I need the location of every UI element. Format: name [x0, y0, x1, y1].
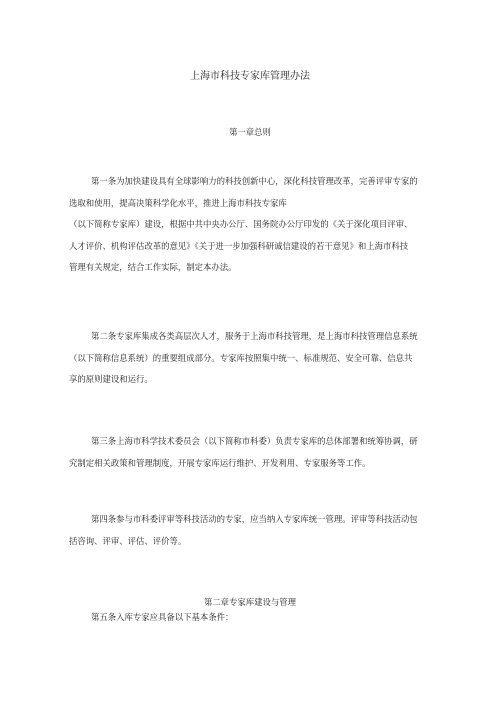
article-3-line-2: 究制定相关政策和管理制度，开展专家库运行维护、开发利用、专家服务等工作。 — [69, 457, 371, 468]
document-title: 上海市科技专家库管理办法 — [190, 71, 310, 82]
article-1-line-3: （以下简称专家库）建设，根据中共中央办公厅、国务院办公厅印发的《关于深化项目评审、 — [69, 219, 413, 229]
article-3 — [69, 431, 431, 474]
article-2-line-1: 第二条专家库集成各类高层次人才，服务于上海市科技管理，是上海市科技管理信息系统 — [91, 331, 418, 341]
article-1-line-5: 管理有关规定，结合工作实际，制定本办法。 — [69, 262, 237, 272]
article-2-line-3: 享的原则建设和运行。 — [69, 374, 153, 384]
article-3-line-1: 第三条上海市科学技术委员会（以下简称市科委）负责专家库的总体部署和统筹协调，研 — [91, 436, 418, 446]
article-1 — [69, 171, 431, 279]
chapter-2-heading: 第二章专家库建设与管理 — [203, 597, 297, 607]
article-2-line-2: （以下简称信息系统）的重要组成部分。专家库按照集中统一、标准规范、安全可靠、信息共 — [69, 352, 413, 363]
article-5: 第五条入库专家应具备以下基本条件： — [91, 612, 234, 622]
article-4 — [69, 509, 431, 552]
article-1-line-4: 人才评价、机构评估改革的意见》《关于进一步加强科研诚信建设的若干意见》和上海市科技 — [69, 240, 409, 251]
article-4-line-1: 第四条参与市科委评审等科技活动的专家，应当纳入专家库统一管理。评审等科技活动包 — [91, 514, 418, 524]
chapter-1-heading: 第一章总则 — [229, 127, 271, 137]
article-1-line-2: 选取和使用，提高决策科学化水平，推进上海市科技专家库 — [69, 197, 287, 208]
article-4-line-2: 括咨询、评审、评估、评价等。 — [69, 535, 187, 546]
article-1-line-1: 第一条为加快建设具有全球影响力的科技创新中心，深化科技管理改革，完善评审专家的 — [91, 176, 418, 186]
article-2 — [69, 326, 431, 391]
